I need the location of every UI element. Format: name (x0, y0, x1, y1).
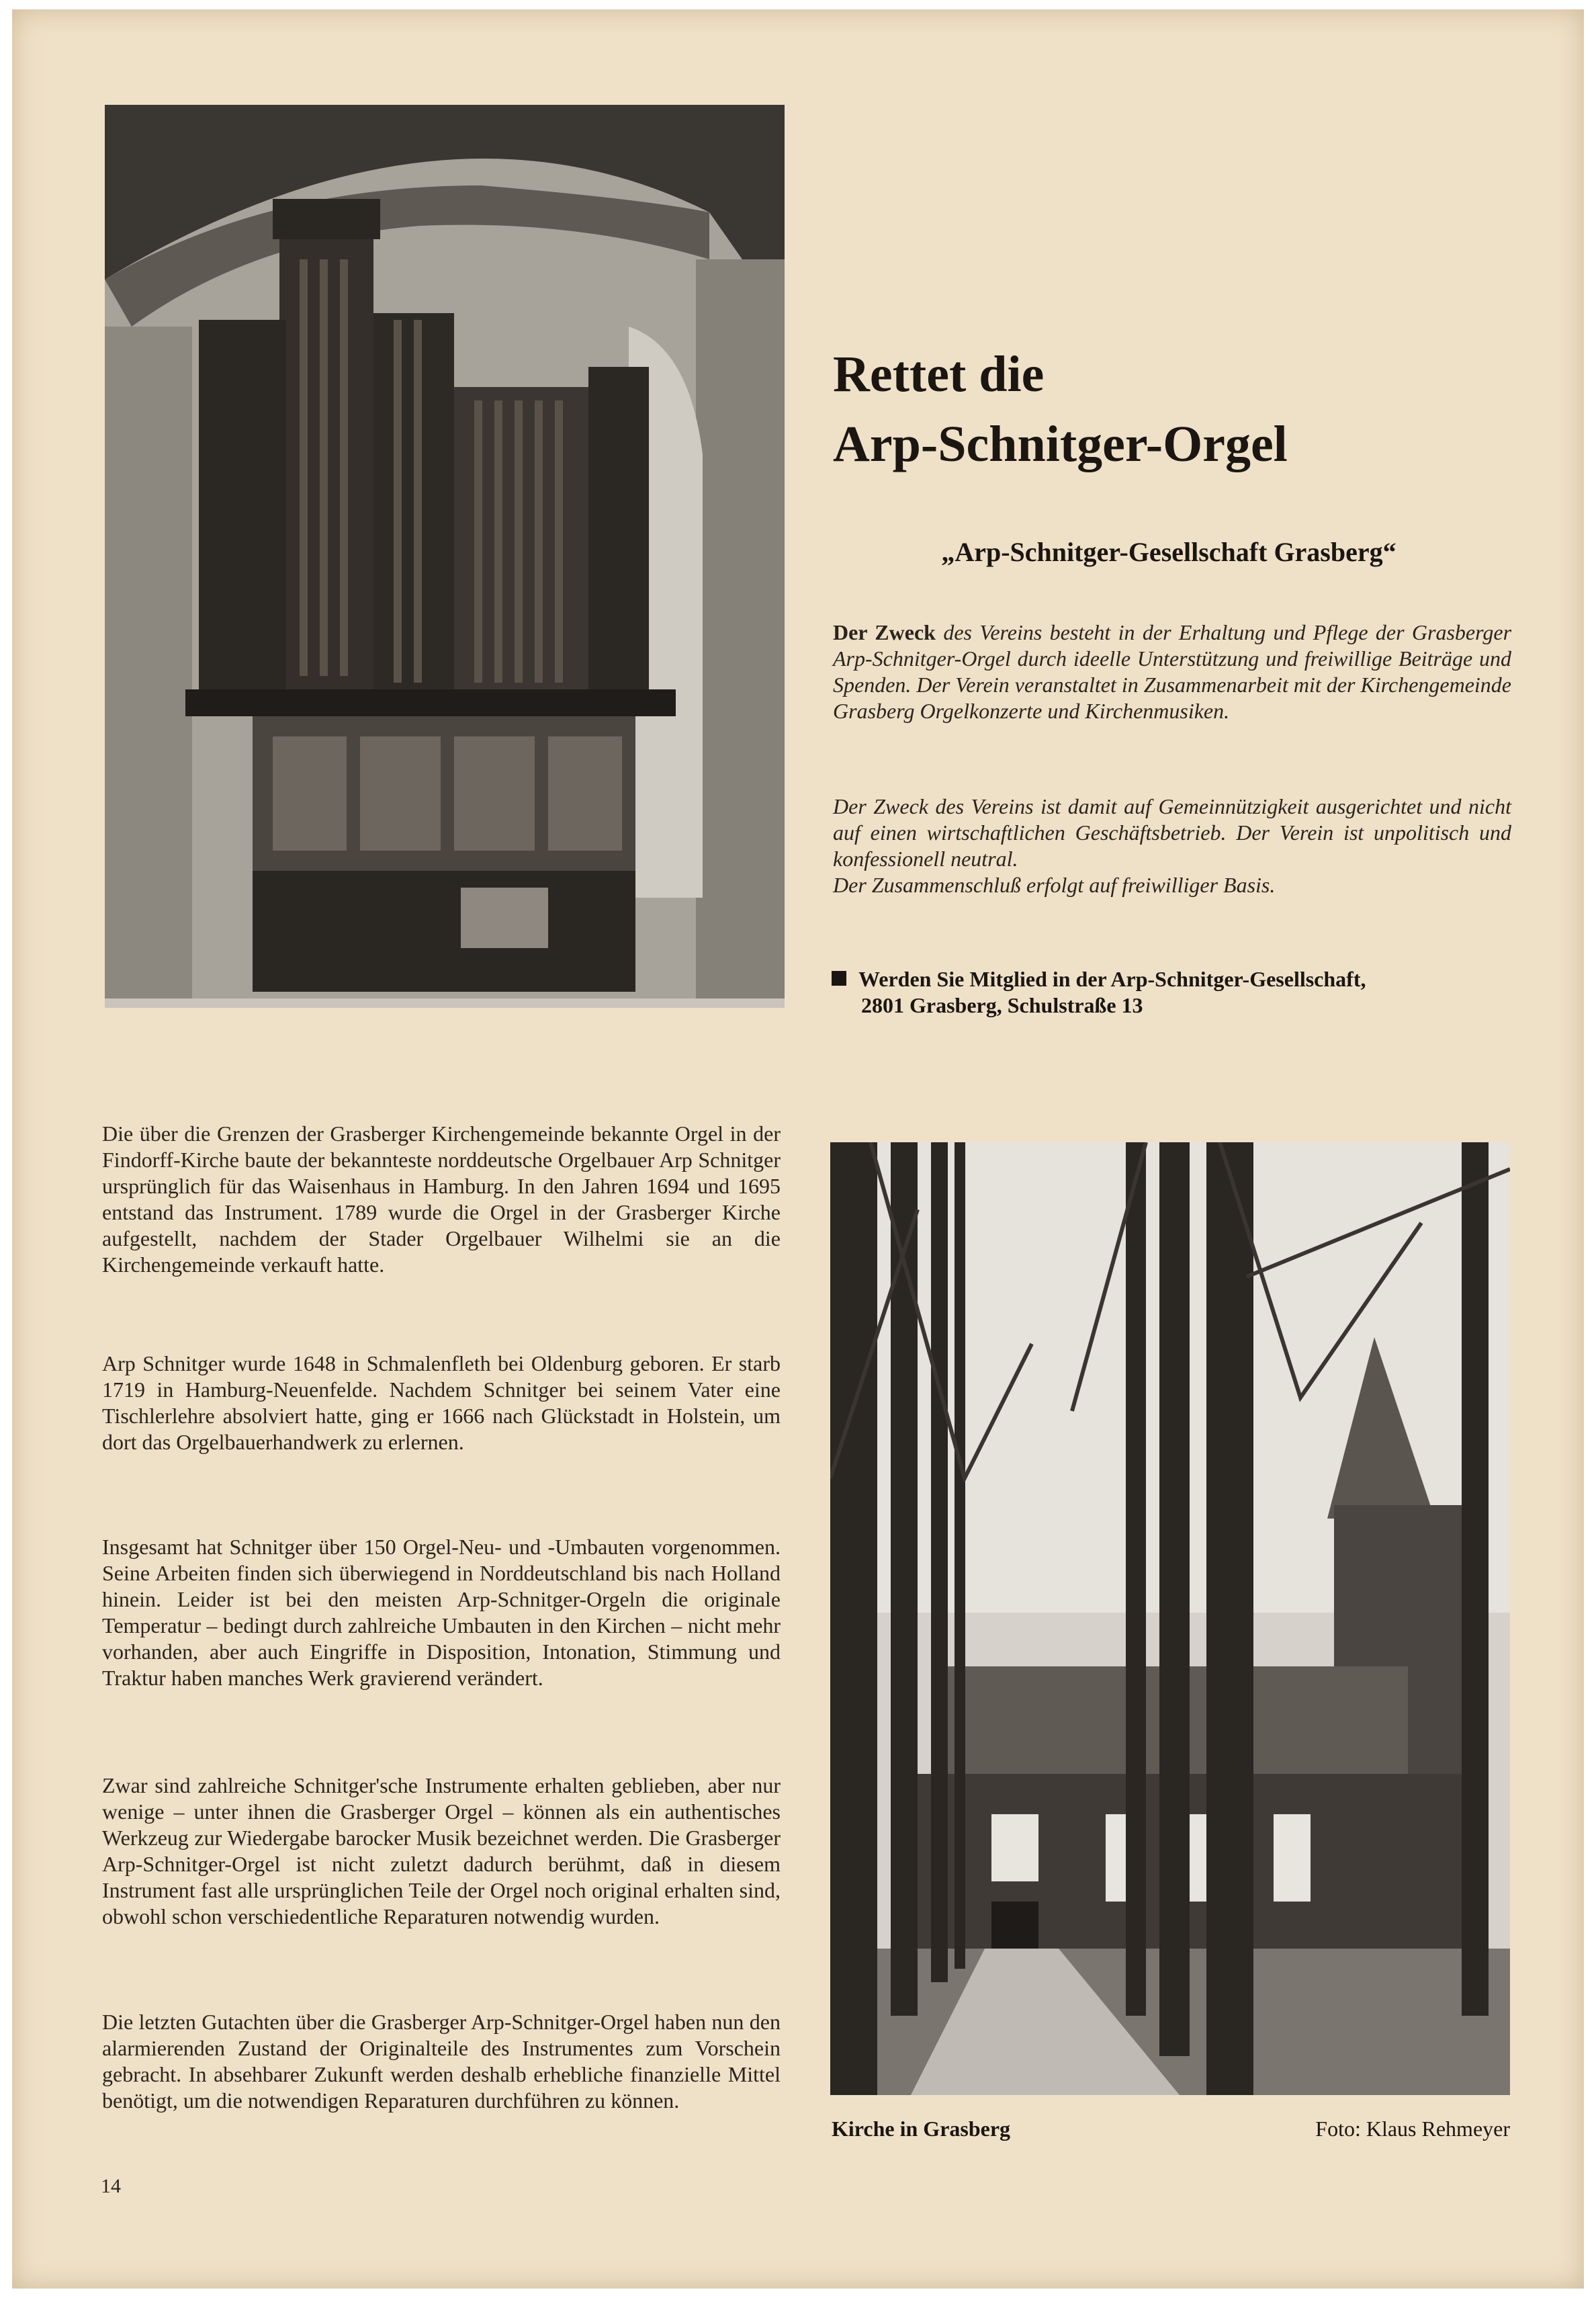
photo-caption: Kirche in Grasberg (832, 2117, 1011, 2141)
article-title (833, 339, 1505, 479)
body-paragraph: Zwar sind zahlreiche Schnitger'sche Instrumente erhalten geblieben, aber nur wenige – unter ihnen die Grasberger Orgel – können als ein authentisches Werkzeug zur Wiedergabe barocker Musik bezeichnet werden. Die Grasberger Arp-Schnitger-Orgel ist nicht zuletzt dadurch berühmt, daß in diesem Instrument fast alle ursprünglichen Teile der Orgel noch original erhalten sind, obwohl schon verschiedentliche Reparaturen notwendig wurden. (102, 1773, 781, 1928)
page-number: 14 (101, 2175, 121, 2197)
title-line-2: Arp-Schnitger-Orgel (833, 416, 1288, 472)
intro-paragraph-2 (833, 794, 1511, 898)
intro-paragraph-2-text: Der Zweck des Vereins ist damit auf Gemeinnützigkeit ausgerichtet und nicht auf einen wirtschaftlichen Geschäftsbetrieb. Der Verein ist unpolitisch und konfessionell neutral. (833, 794, 1511, 871)
body-paragraph: Arp Schnitger wurde 1648 in Schmalenfleth bei Oldenburg geboren. Er starb 1719 in Hamburg-Neuenfelde. Nachdem Schnitger bei seinem Vater eine Tischlerlehre absolviert hatte, ging er 1666 nach Glückstadt in Holstein, um dort das Orgelbauerhandwerk zu erlernen. (102, 1351, 781, 1454)
body-paragraph: Die letzten Gutachten über die Grasberger Arp-Schnitger-Orgel haben nun den alarmierenden Zustand der Originalteile des Instrumentes zum Vorschein gebracht. In absehbarer Zukunft werden deshalb erhebliche finanzielle Mittel benötigt, um die notwendigen Reparaturen durchführen zu können. (102, 2010, 781, 2113)
church-photo (830, 1142, 1510, 2095)
title-line-1: Rettet die (833, 346, 1045, 402)
intro-text: des Vereins besteht in der Erhaltung und Pflege der Grasberger Arp-Schnitger-Orgel durch ideelle Unterstützung und freiwillige Beiträge und Spenden. Der Verein veranstaltet in Zusammenarbeit mit der Kirchengemeinde Grasberg Orgelkonzerte und Kirchenmusiken. (833, 620, 1512, 723)
photo-credit: Foto: Klaus Rehmeyer (1315, 2117, 1510, 2141)
bullet-square-icon (832, 971, 846, 986)
membership-line-2: 2801 Grasberg, Schulstraße 13 (861, 993, 1143, 1017)
intro-paragraph-3-text: Der Zusammenschluß erfolgt auf freiwilliger Basis. (833, 873, 1276, 897)
body-paragraph: Insgesamt hat Schnitger über 150 Orgel-Neu- und -Umbauten vorgenommen. Seine Arbeiten finden sich überwiegend in Norddeutschland bis nach Holland hinein. Leider ist bei den meisten Arp-Schnitger-Orgeln die originale Temperatur – bedingt durch zahlreiche Umbauten in den Kirchen – nicht mehr vorhanden, aber auch Eingriffe in Disposition, Intonation, Stimmung und Traktur haben manches Werk gravierend verändert. (102, 1535, 781, 1690)
article-subtitle: „Arp-Schnitger-Gesellschaft Grasberg“ (941, 537, 1396, 567)
body-paragraph: Die über die Grenzen der Grasberger Kirchengemeinde bekannte Orgel in der Findorff-Kirche baute der bekannteste norddeutsche Orgelbauer Arp Schnitger ursprünglich für das Waisenhaus in Hamburg. In den Jahren 1694 und 1695 entstand das Instrument. 1789 wurde die Orgel in der Grasberger Kirche aufgestellt, nachdem der Stader Orgelbauer Wilhelmi sie an die Kirchengemeinde verkauft hatte. (102, 1121, 781, 1277)
organ-photo (105, 105, 785, 1008)
intro-paragraph-1 (833, 620, 1511, 724)
intro-lead: Der Zweck (833, 620, 936, 644)
membership-note (832, 966, 1510, 1019)
membership-line-1: Werden Sie Mitglied in der Arp-Schnitger-Gesellschaft, (858, 967, 1366, 991)
